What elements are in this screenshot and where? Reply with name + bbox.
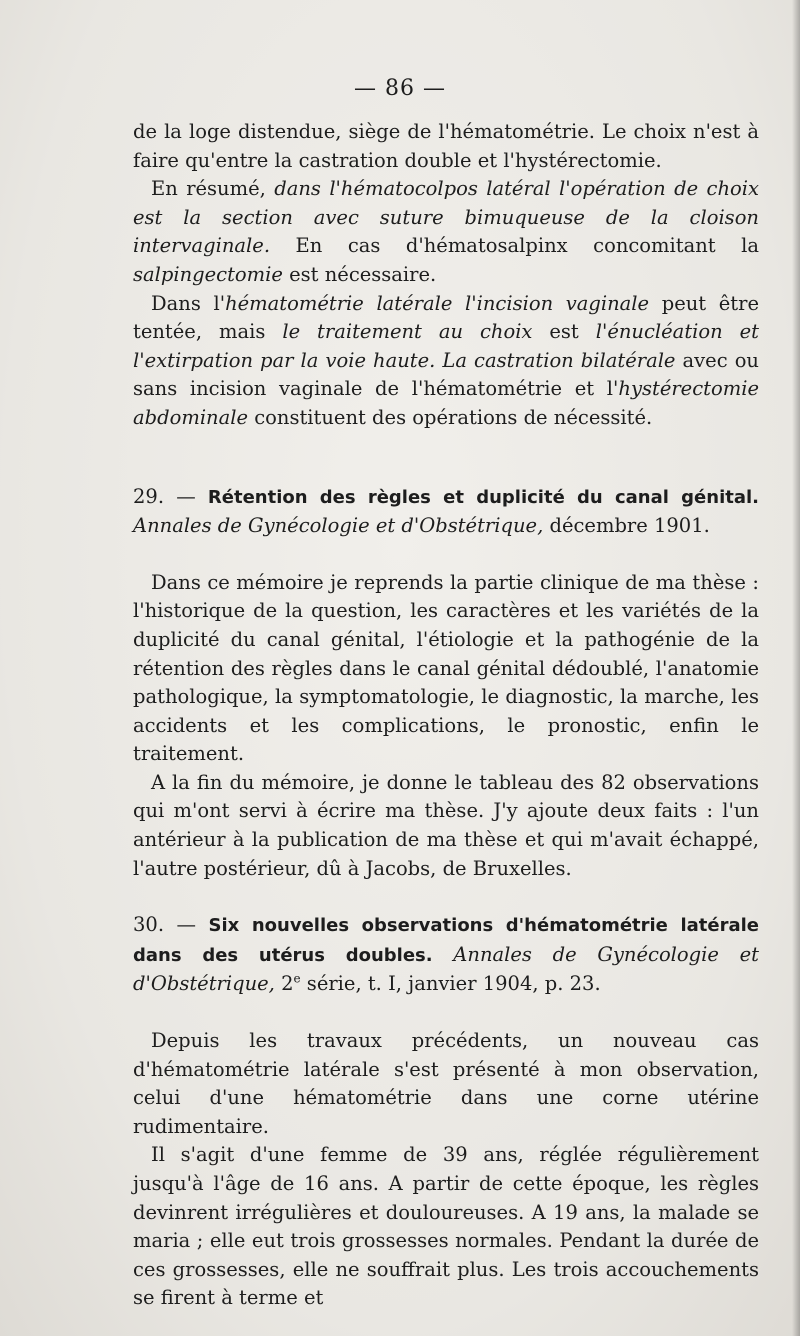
paragraph: Dans ce mémoire je reprends la partie clinique de ma thèse : l'historique de la question, les caractères et les variétés de la duplicité du canal génital, l'étiologie et la pathogénie de la rétention des règles dans le canal génital dédoublé, l'anatomie pathologique, la symptomatologie, le diagnostic, la marche, les accidents et les complications, le pronostic, enfin le traitement. xyxy=(133,570,759,766)
paragraph-summary: En résumé, dans l'hématocolpos latéral l'opération de choix est la section avec suture bimuqueuse de la cloison intervaginale. En cas d'hématosalpinx concomitant la salpingectomie est nécessaire. xyxy=(133,177,759,286)
section-29-heading xyxy=(133,483,759,541)
text-column xyxy=(133,118,759,1313)
publication-date: décembre 1901. xyxy=(549,514,710,538)
section-title: Six nouvelles observations d'hématométrie latérale dans des utérus doubles. xyxy=(133,915,759,966)
section-number: 30. — xyxy=(133,913,197,937)
section-30-heading: 30. — Six nouvelles observations d'hématométrie latérale dans des utérus doubles. Annales de Gynécologie et d'Obstétrique, 2e série, t. I, janvier 1904, p. 23. xyxy=(133,913,759,996)
journal-name: Annales de Gynécologie et d'Obstétrique, xyxy=(133,942,759,996)
paragraph: Il s'agit d'une femme de 39 ans, réglée régulièrement jusqu'à l'âge de 16 ans. A partir de cette époque, les règles devinrent irrégulières et douloureuses. A 19 ans, la malade se maria ; elle eut trois grossesses normales. Pendant la durée de ces grossesses, elle ne souffrait plus. Les trois accouchements se firent à terme et xyxy=(133,1143,759,1310)
paragraph-hematometrie: Dans l'hématométrie latérale l'incision vaginale peut être tentée, mais le traitement au choix est l'énucléation et l'extirpation par la voie haute. La castration bilatérale avec ou sans incision vaginale de l'hématométrie et l'hystérectomie abdominale constituent des opérations de nécessité. xyxy=(133,291,760,429)
publication-date: série, t. I, janvier 1904, p. 23. xyxy=(300,972,601,996)
journal-name: Annales de Gynécologie et d'Obstétrique, xyxy=(133,514,544,538)
paragraph: A la fin du mémoire, je donne le tableau des 82 observations qui m'ont servi à écrire ma thèse. J'y ajoute deux faits : l'un antérieur à la publication de ma thèse et qui m'avait échappé, l'autre postérieur, dû à Jacobs, de Bruxelles. xyxy=(133,770,759,880)
section-number: 29. — xyxy=(133,484,196,508)
paragraph: de la loge distendue, siège de l'hématométrie. Le choix n'est à faire qu'entre la castration double et l'hystérectomie. xyxy=(133,120,759,172)
section-title: Rétention des règles et duplicité du canal génital. xyxy=(207,486,760,508)
paragraph: Depuis les travaux précédents, un nouveau cas d'hématométrie latérale s'est présenté à mon observation, celui d'une hématométrie dans une corne utérine rudimentaire. xyxy=(133,1029,759,1138)
page-number: — 86 — xyxy=(354,76,446,101)
